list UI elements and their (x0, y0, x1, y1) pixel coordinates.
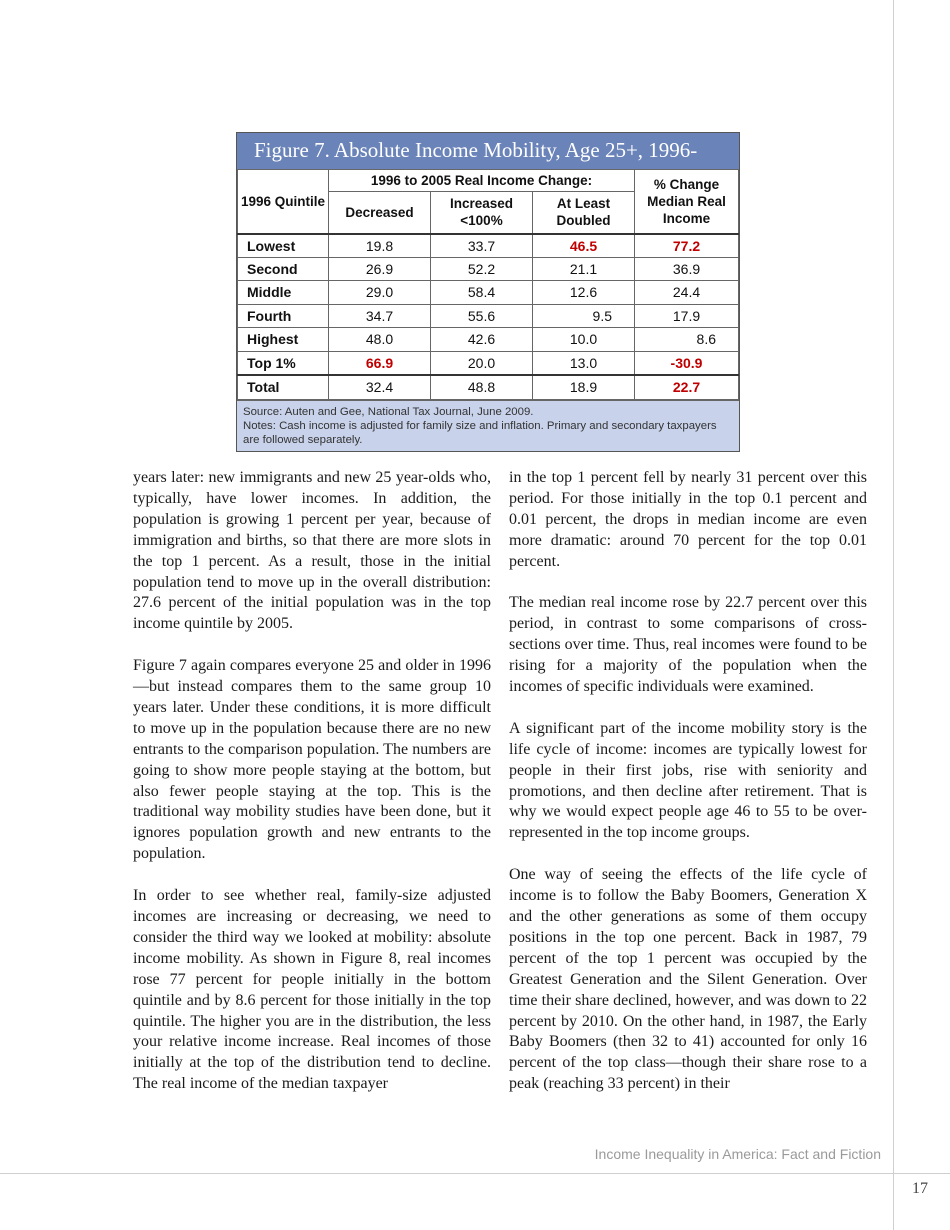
figure-title: Figure 7. Absolute Income Mobility, Age 25+, 1996-2005 (237, 133, 739, 169)
header-income-change: 1996 to 2005 Real Income Change: (329, 170, 635, 192)
cell-doubled: 12.6 (533, 281, 635, 305)
cell-decreased: 32.4 (329, 375, 431, 400)
cell-doubled: 21.1 (533, 257, 635, 281)
row-label: Fourth (238, 304, 329, 328)
cell-pct-change: 17.9 (635, 304, 739, 328)
row-label: Second (238, 257, 329, 281)
cell-increased: 42.6 (431, 328, 533, 352)
cell-increased: 55.6 (431, 304, 533, 328)
header-increased: Increased <100% (431, 192, 533, 234)
cell-pct-change: 36.9 (635, 257, 739, 281)
table-row (238, 257, 739, 281)
footer-title: Income Inequality in America: Fact and Fiction (594, 1146, 881, 1162)
paragraph: One way of seeing the effects of the life cycle of income is to follow the Baby Boomers, Generation X and the other generations as some of them occupy positions in the top one percent. Back in 1987, 79 percent of the top 1 percent was occupied by the Greatest Generation and the Silent Generation. Over time their share declined, however, and was down to 22 percent by 2010. On the other hand, in 1987, the Early Baby Boomers (then 32 to 41) accounted for only 16 percent of the top class—though their share rose to a peak (reaching 33 percent) in their (509, 866, 867, 1093)
paragraph: years later: new immigrants and new 25 year-olds who, typically, have lower incomes. In addition, the population is growing 1 percent per year, because of immigration and births, so that there are more slots in the top 1 percent. As a result, those in the initial population tend to move up in the overall distribution: 27.6 percent of the initial population was in the top income quintile by 2005. (133, 469, 491, 633)
cell-increased: 52.2 (431, 257, 533, 281)
body-column-right (509, 468, 867, 1116)
body-column-left (133, 468, 491, 1116)
header-decreased: Decreased (329, 192, 431, 234)
row-label: Highest (238, 328, 329, 352)
cell-doubled: 9.5 (533, 304, 635, 328)
cell-pct-change: 77.2 (635, 234, 739, 258)
paragraph: The median real income rose by 22.7 percent over this period, in contrast to some comparisons of cross-sections over time. Thus, real incomes were found to be rising for a majority of the population when the incomes of specific individuals were examined. (509, 594, 867, 696)
header-quintile: 1996 Quintile (238, 170, 329, 234)
row-label: Middle (238, 281, 329, 305)
table-row (238, 328, 739, 352)
table-row (238, 281, 739, 305)
cell-decreased: 48.0 (329, 328, 431, 352)
paragraph: In order to see whether real, family-size adjusted incomes are increasing or decreasing, we need to consider the third way we looked at mobility: absolute income mobility. As shown in Figure 8, real incomes rose 77 percent for people initially in the bottom quintile and by 8.6 percent for those initially in the top quintile. The higher you are in the distribution, the less your relative income increase. Real incomes of those initially at the top of the distribution tend to decline. The real income of the median taxpayer (133, 887, 491, 1093)
cell-doubled: 13.0 (533, 351, 635, 375)
table-row-total (238, 375, 739, 400)
header-pct-change: % Change Median Real Income (635, 170, 739, 234)
cell-pct-change: 24.4 (635, 281, 739, 305)
income-mobility-table (237, 169, 739, 400)
cell-pct-change: 8.6 (635, 328, 739, 352)
figure-source: Source: Auten and Gee, National Tax Journal, June 2009. (243, 405, 534, 418)
cell-increased: 20.0 (431, 351, 533, 375)
cell-increased: 33.7 (431, 234, 533, 258)
cell-decreased: 34.7 (329, 304, 431, 328)
paragraph: A significant part of the income mobility story is the life cycle of income: incomes are typically lowest for people in their first jobs, rise with seniority and promotions, and then decline after retirement. That is why we would expect people age 46 to 55 to be over-represented in the top income groups. (509, 719, 867, 842)
cell-pct-change: -30.9 (635, 351, 739, 375)
cell-decreased: 26.9 (329, 257, 431, 281)
cell-increased: 48.8 (431, 375, 533, 400)
header-doubled: At Least Doubled (533, 192, 635, 234)
paragraph: in the top 1 percent fell by nearly 31 percent over this period. For those initially in the top 0.1 percent and 0.01 percent, the drops in median income are even more dramatic: around 70 percent for the top 0.01 percent. (509, 469, 867, 570)
paragraph: Figure 7 again compares everyone 25 and older in 1996—but instead compares them to the same group 10 years later. Under these conditions, it is more difficult to move up in the population because there are no new entrants to the comparison population. The numbers are going to show more people staying at the bottom, but also fewer people staying at the top. This is the traditional way mobility studies have been done, but it ignores population growth and new entrants to the population. (133, 657, 491, 863)
table-row (238, 351, 739, 375)
table-row (238, 234, 739, 258)
row-label: Top 1% (238, 351, 329, 375)
figure-notes-text: Notes: Cash income is adjusted for family size and inflation. Primary and secondary taxpayers are followed separately. (243, 419, 717, 446)
cell-doubled: 18.9 (533, 375, 635, 400)
cell-doubled: 46.5 (533, 234, 635, 258)
page-margin-line-vertical (893, 0, 894, 1230)
cell-increased: 58.4 (431, 281, 533, 305)
cell-decreased: 29.0 (329, 281, 431, 305)
cell-pct-change: 22.7 (635, 375, 739, 400)
figure-notes (237, 400, 739, 451)
page-margin-line-horizontal (0, 1173, 950, 1174)
cell-doubled: 10.0 (533, 328, 635, 352)
row-label: Total (238, 375, 329, 400)
cell-decreased: 19.8 (329, 234, 431, 258)
page-number: 17 (912, 1180, 928, 1197)
figure-7 (236, 132, 740, 452)
cell-decreased: 66.9 (329, 351, 431, 375)
row-label: Lowest (238, 234, 329, 258)
table-row (238, 304, 739, 328)
